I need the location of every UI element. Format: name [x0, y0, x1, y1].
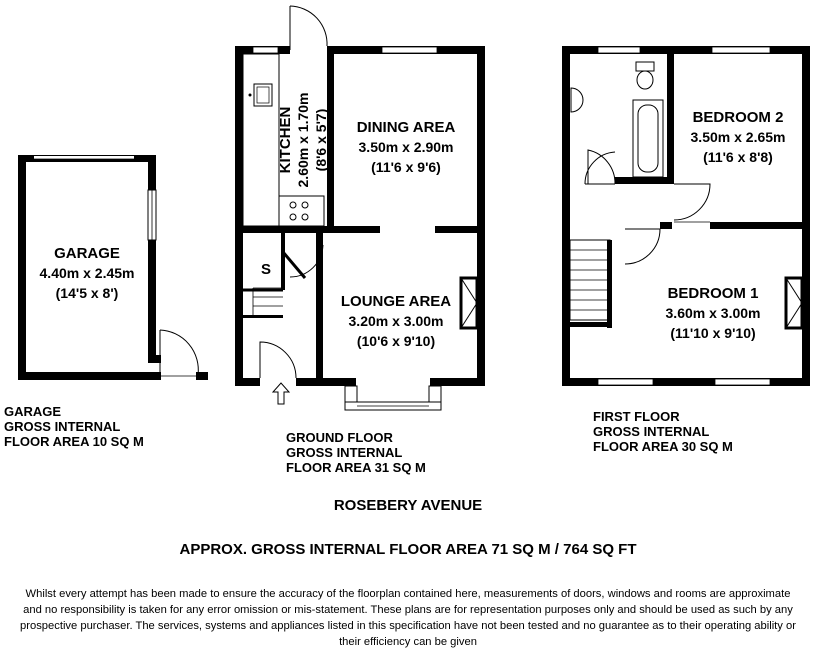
garage-plan: [18, 155, 208, 380]
dining-imperial: (11'6 x 9'6): [371, 159, 441, 175]
garage-imperial: (14'5 x 8'): [55, 285, 119, 301]
first-floor-area-label: FIRST FLOOR GROSS INTERNAL FLOOR AREA 30 SQ M: [593, 409, 733, 454]
ground-floor-area-label: GROUND FLOOR GROSS INTERNAL FLOOR AREA 31 SQ M: [286, 430, 426, 475]
store-cupboard: [243, 233, 323, 318]
lounge-name: LOUNGE AREA: [340, 293, 452, 310]
bay-window: [345, 386, 441, 410]
store-label: S: [260, 261, 272, 278]
garage-dims: 4.40m x 2.45m: [39, 265, 135, 281]
bedroom2-imperial: (11'6 x 8'8): [703, 149, 773, 165]
disclaimer-text: Whilst every attempt has been made to ensure the accuracy of the floorplan contained here, measurements of doors, windows and rooms are approximate and no responsibility is taken for any error omission or mis-statement. These plans are for representation purposes only and should be used as such by any prospective purchaser. The services, systems and appliances listed in this specification have not been tested and no guarantee as to their operating ability or their efficiency can be given: [20, 588, 796, 648]
entrance-arrow-icon: [273, 383, 289, 404]
kitchen-dims: 2.60m x 1.70m: [295, 92, 311, 188]
back-door: [290, 6, 327, 50]
kitchen-name: KITCHEN: [277, 106, 294, 174]
lounge-imperial: (10'6 x 9'10): [356, 333, 436, 349]
dining-name: DINING AREA: [356, 119, 456, 136]
lounge-dims: 3.20m x 3.00m: [348, 313, 444, 329]
kitchen-imperial: (8'6 x 5'7): [313, 108, 329, 172]
garage-window: [148, 190, 156, 240]
bedroom1-imperial: (11'10 x 9'10): [670, 325, 756, 341]
bedroom1-name: BEDROOM 1: [667, 285, 759, 302]
street-name: ROSEBERY AVENUE: [333, 497, 483, 514]
bedroom1-dims: 3.60m x 3.00m: [665, 305, 761, 321]
ground-floor-plan: [235, 6, 485, 410]
bedroom1-fireplace: [786, 278, 802, 328]
first-floor-stairs: [570, 240, 612, 328]
bedroom2-name: BEDROOM 2: [692, 109, 784, 126]
bathroom-fixtures: [571, 62, 663, 177]
front-door: [260, 342, 296, 378]
first-floor-plan: [562, 46, 810, 386]
garage-area-label: GARAGE GROSS INTERNAL FLOOR AREA 10 SQ M: [4, 404, 144, 449]
total-area: APPROX. GROSS INTERNAL FLOOR AREA 71 SQ M / 764 SQ FT: [179, 541, 637, 558]
dining-dims: 3.50m x 2.90m: [358, 139, 454, 155]
garage-door-swing: [160, 330, 208, 380]
lounge-fireplace: [461, 278, 477, 328]
garage-name: GARAGE: [54, 245, 120, 262]
bedroom2-dims: 3.50m x 2.65m: [690, 129, 786, 145]
